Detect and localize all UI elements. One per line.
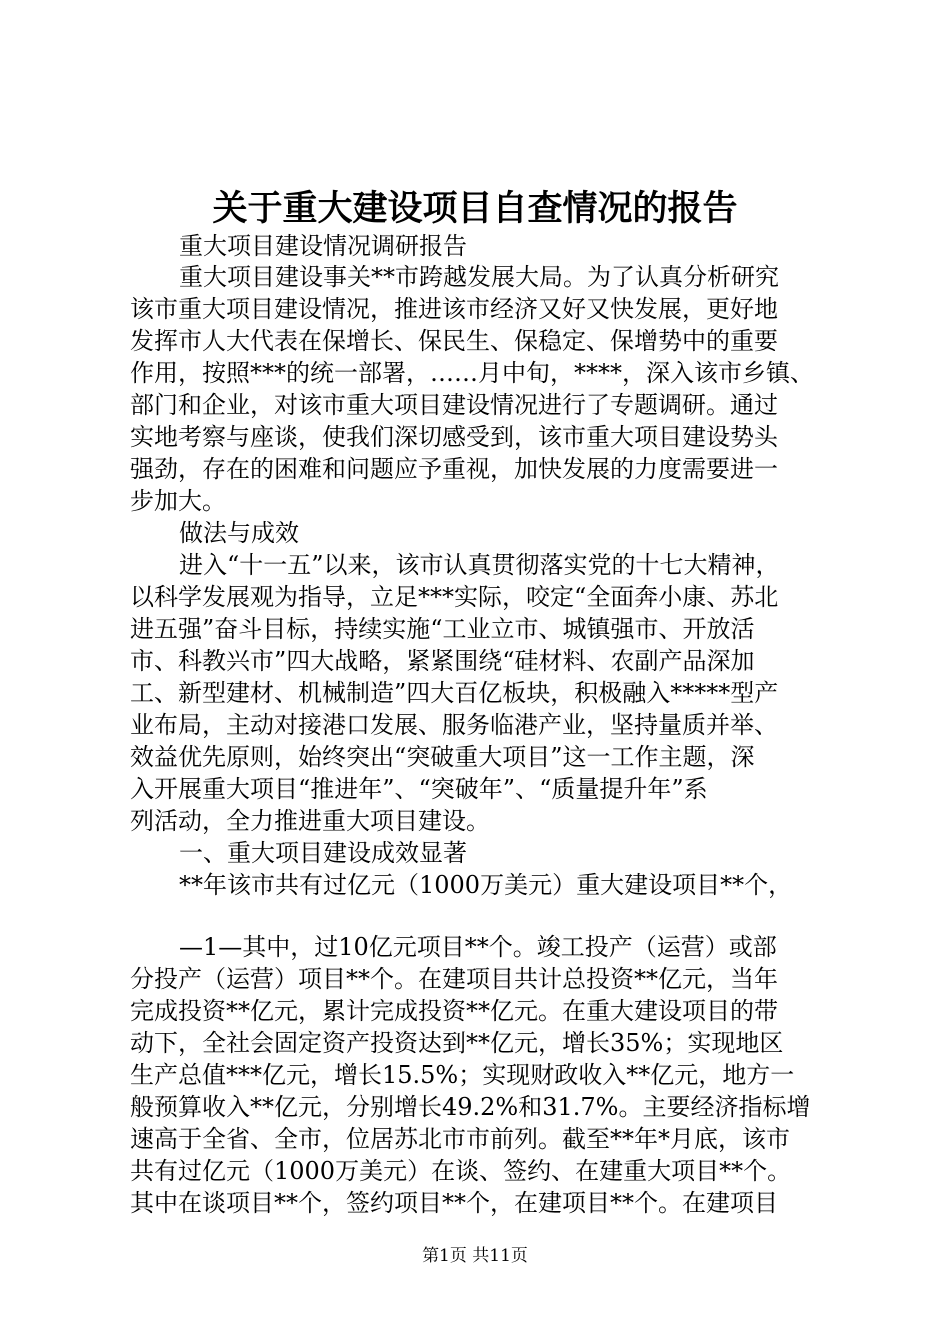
paragraph-line: 业布局，主动对接港口发展、服务临港产业，坚持量质并举、 [130,711,778,739]
paragraph-line: —1—其中，过10亿元项目**个。竣工投产（运营）或部 [179,933,777,961]
paragraph-line: 速高于全省、全市，位居苏北市市前列。截至**年*月底，该市 [130,1125,790,1153]
paragraph-line: 共有过亿元（1000万美元）在谈、签约、在建重大项目**个。 [130,1157,792,1185]
paragraph-line: 该市重大项目建设情况，推进该市经济又好又快发展，更好地 [130,295,778,323]
paragraph-line: 实地考察与座谈，使我们深切感受到，该市重大项目建设势头 [130,423,778,451]
section-heading: 一、重大项目建设成效显著 [179,839,467,867]
subtitle-line: 重大项目建设情况调研报告 [179,232,467,260]
paragraph-line: 部门和企业，对该市重大项目建设情况进行了专题调研。通过 [130,391,778,419]
paragraph-line: **年该市共有过亿元（1000万美元）重大建设项目**个， [179,871,793,899]
document-title: 关于重大建设项目自查情况的报告 [212,188,738,229]
paragraph-line: 强劲，存在的困难和问题应予重视，加快发展的力度需要进一 [130,455,778,483]
paragraph-line: 入开展重大项目“推进年”、“突破年”、“质量提升年”系 [130,775,708,803]
paragraph-line: 效益优先原则，始终突出“突破重大项目”这一工作主题，深 [130,743,755,771]
paragraph-line: 完成投资**亿元，累计完成投资**亿元。在重大建设项目的带 [130,997,778,1025]
page-footer: 第1页 共11页 [422,1246,528,1266]
paragraph-line: 进五强”奋斗目标，持续实施“工业立市、城镇强市、开放活 [130,615,755,643]
paragraph-line: 动下，全社会固定资产投资达到**亿元，增长35%；实现地区 [130,1029,784,1057]
paragraph-line: 列活动，全力推进重大项目建设。 [130,807,490,835]
paragraph-line: 分投产（运营）项目**个。在建项目共计总投资**亿元，当年 [130,965,778,993]
paragraph-line: 以科学发展观为指导，立足***实际，咬定“全面奔小康、苏北 [130,583,779,611]
paragraph-line: 发挥市人大代表在保增长、保民生、保稳定、保增势中的重要 [130,327,778,355]
paragraph-line: 作用，按照***的统一部署，……月中旬，****，深入该市乡镇、 [130,359,814,387]
paragraph-line: 般预算收入**亿元，分别增长49.2%和31.7%。主要经济指标增 [130,1093,811,1121]
paragraph-line: 进入“十一五”以来，该市认真贯彻落实党的十七大精神， [179,551,780,579]
paragraph-line: 市、科教兴市”四大战略，紧紧围绕“硅材料、农副产品深加 [130,647,755,675]
paragraph-line: 其中在谈项目**个，签约项目**个，在建项目**个。在建项目 [130,1189,778,1217]
paragraph-line: 工、新型建材、机械制造”四大百亿板块，积极融入*****型产 [130,679,779,707]
section-heading: 做法与成效 [179,519,299,547]
paragraph-line: 重大项目建设事关**市跨越发展大局。为了认真分析研究 [179,263,779,291]
paragraph-line: 生产总值***亿元，增长15.5%；实现财政收入**亿元，地方一 [130,1061,795,1089]
paragraph-line: 步加大。 [130,487,226,515]
